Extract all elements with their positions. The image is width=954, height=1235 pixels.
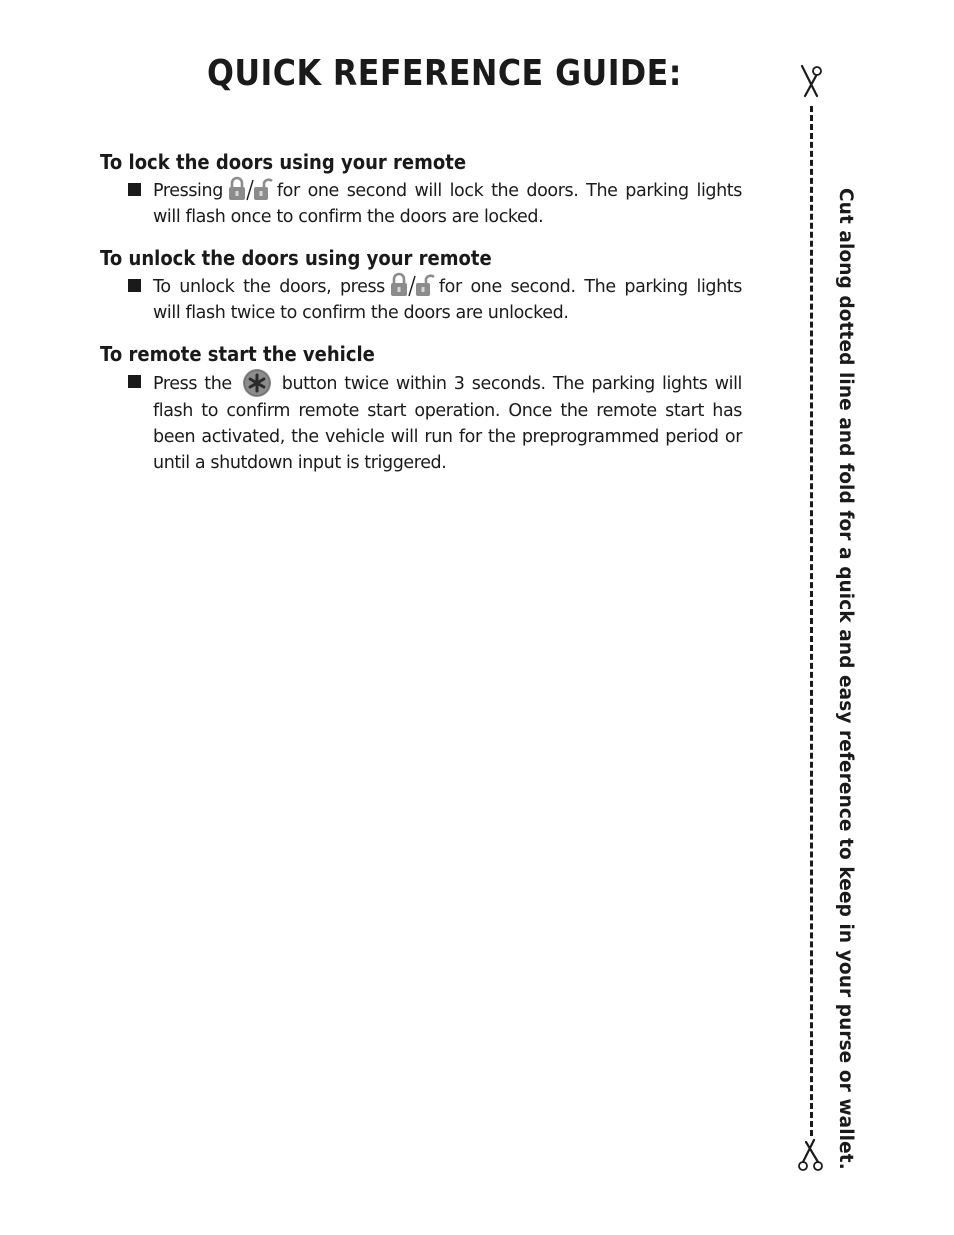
star-button-icon: [242, 368, 272, 398]
unlock-instruction: To unlock the doors, press for one second. The parking lights will flash twice to confirm the doors are unlocked.: [153, 272, 742, 326]
list-item: [100, 176, 742, 230]
lock-heading: To lock the doors using your remote: [100, 150, 467, 174]
scissors-icon: [798, 1138, 824, 1172]
remote-start-instruction: Press the button twice within 3 seconds. The parking lights will flash to confirm remote start operation. Once the remote start has been activated, the vehicle will run for the preprogrammed period or until a shutdown input is triggered.: [153, 368, 742, 476]
list-item: [100, 272, 742, 326]
cut-line: [810, 106, 813, 1136]
lock-unlock-button-icon: [227, 176, 273, 202]
page-title: QUICK REFERENCE GUIDE:: [207, 53, 682, 94]
lock-section: [100, 148, 742, 230]
remote-start-section: [100, 340, 742, 476]
lock-unlock-button-icon: [389, 272, 435, 298]
scissors-icon: [798, 64, 824, 98]
instructions: [100, 148, 742, 490]
bullet-square-icon: [128, 279, 141, 292]
unlock-section: [100, 244, 742, 326]
lock-instruction: Pressing for one second will lock the doors. The parking lights will flash once to confirm the doors are locked.: [153, 176, 742, 230]
remote-start-heading: To remote start the vehicle: [100, 342, 375, 366]
list-item: [100, 368, 742, 476]
unlock-heading: To unlock the doors using your remote: [100, 246, 492, 270]
bullet-square-icon: [128, 183, 141, 196]
bullet-square-icon: [128, 375, 141, 388]
cut-instruction-note: Cut along dotted line and fold for a quick and easy reference to keep in your purse or wallet.: [835, 188, 856, 1170]
